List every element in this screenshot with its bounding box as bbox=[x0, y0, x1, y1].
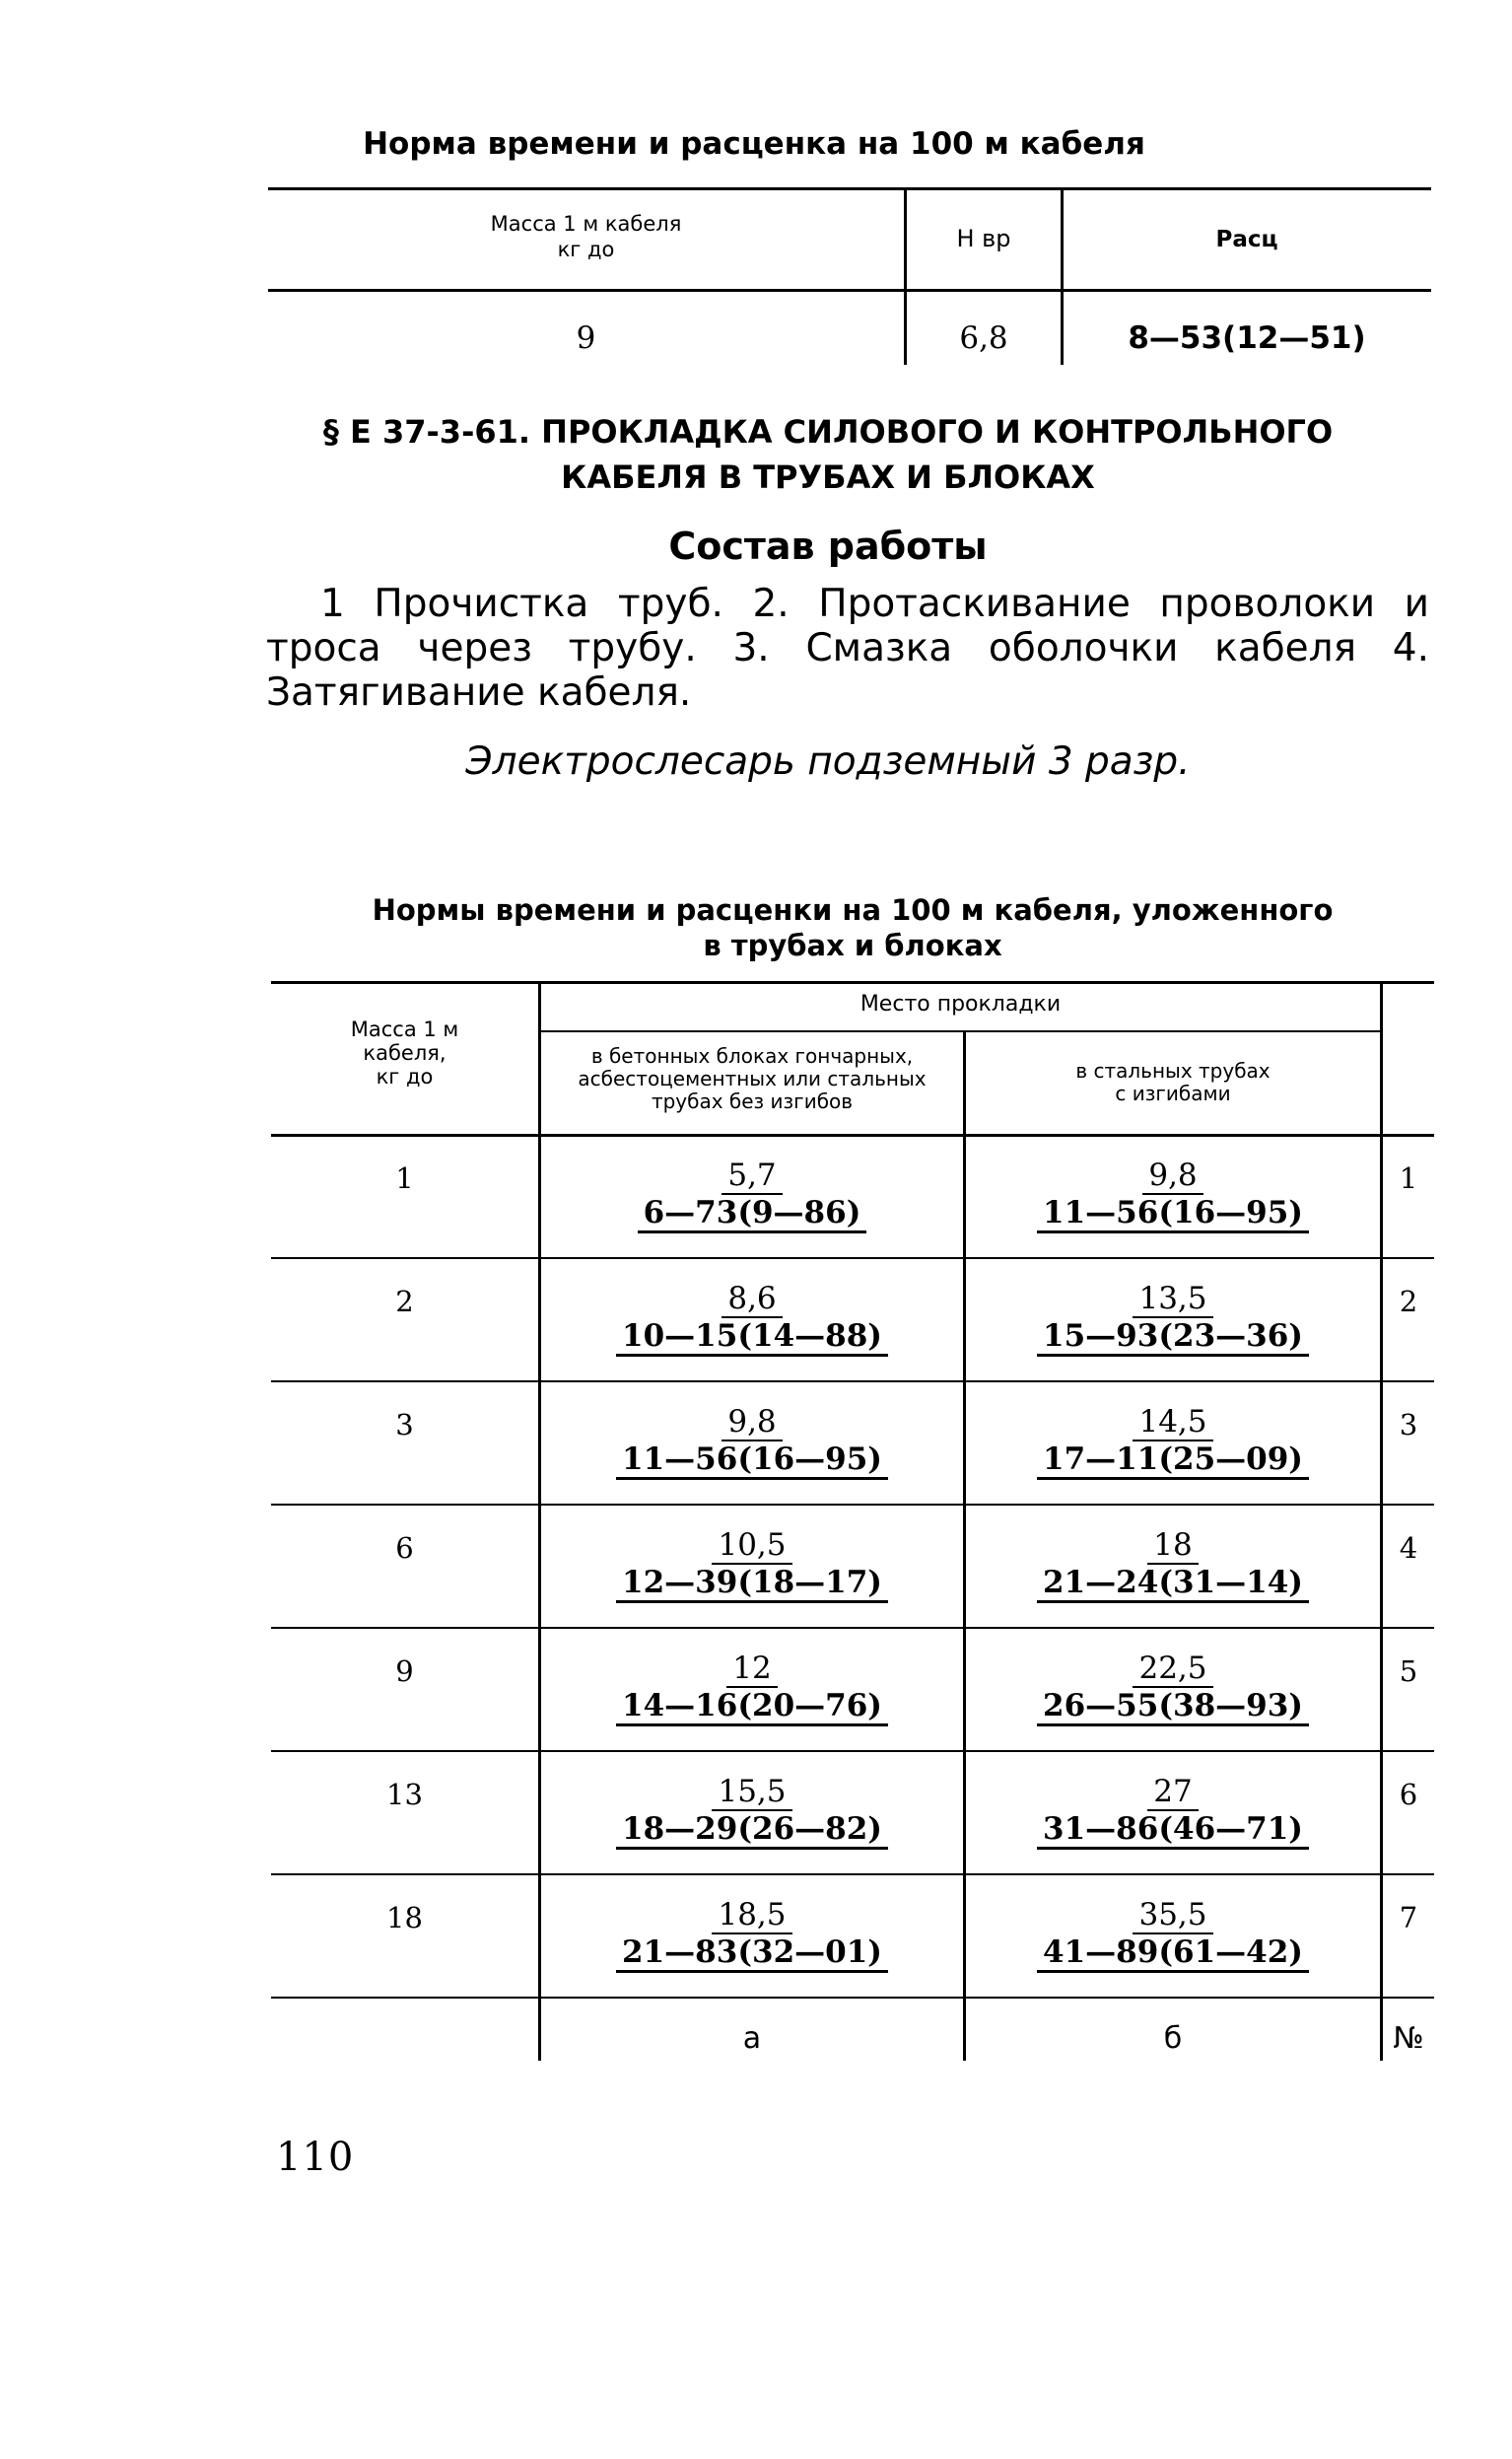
row-col-a-time: 10,5 bbox=[712, 1528, 791, 1565]
row-col-b-time: 27 bbox=[1147, 1775, 1198, 1811]
row-col-a-rate: 18—29(26—82) bbox=[616, 1811, 888, 1850]
row-number: 1 bbox=[1399, 1161, 1418, 1195]
table2-subheader-rule bbox=[540, 1030, 1380, 1032]
table2-header-mass-line2: кабеля, bbox=[363, 1041, 447, 1065]
row-col-b-fraction bbox=[966, 1405, 1380, 1480]
row-mass: 1 bbox=[395, 1161, 414, 1195]
table1-header-mass-line1: Масса 1 м кабеля bbox=[490, 212, 682, 236]
row-col-a-time: 18,5 bbox=[712, 1898, 791, 1934]
row-col-a-time: 8,6 bbox=[722, 1282, 782, 1318]
table1-header-rate: Расц bbox=[1215, 227, 1278, 252]
row-col-b-time: 18 bbox=[1147, 1528, 1198, 1565]
row-col-a-fraction bbox=[541, 1405, 963, 1480]
row-col-a-time: 5,7 bbox=[722, 1159, 782, 1195]
table2-header-rule bbox=[271, 1134, 1434, 1137]
table2-footer-no: № bbox=[1393, 2021, 1424, 2056]
row-col-a-rate: 12—39(18—17) bbox=[616, 1565, 888, 1603]
table2-header-col-b-line1: в стальных трубах bbox=[1075, 1059, 1271, 1083]
row-col-a-time: 9,8 bbox=[722, 1405, 782, 1441]
row-col-b-fraction bbox=[966, 1775, 1380, 1850]
table2-header-col-b bbox=[966, 1060, 1380, 1105]
table2-row-rule bbox=[271, 1380, 1434, 1382]
row-col-a-rate: 21—83(32—01) bbox=[616, 1934, 888, 1973]
row-col-a-fraction bbox=[541, 1159, 963, 1233]
table2-top-rule bbox=[271, 981, 1434, 984]
table2-header-mass-line1: Масса 1 м bbox=[350, 1018, 459, 1041]
table1-header-nvr: Н вр bbox=[956, 225, 1011, 252]
row-col-b-rate: 26—55(38—93) bbox=[1037, 1688, 1309, 1726]
table2-caption-line1: Нормы времени и расценки на 100 м кабеля, уложенного bbox=[372, 893, 1334, 927]
row-col-b-time: 22,5 bbox=[1133, 1651, 1212, 1688]
table1-nvr-value: 6,8 bbox=[959, 320, 1008, 356]
row-col-a-time: 12 bbox=[726, 1651, 777, 1688]
row-col-b-rate: 17—11(25—09) bbox=[1037, 1441, 1309, 1480]
table1-header-mass-line2: кг до bbox=[557, 238, 615, 261]
row-mass: 9 bbox=[395, 1654, 414, 1688]
table2-header-mass-line3: кг до bbox=[376, 1065, 434, 1089]
row-col-b-fraction bbox=[966, 1651, 1380, 1726]
table2-header-col-a bbox=[541, 1045, 963, 1113]
row-number: 3 bbox=[1399, 1408, 1418, 1441]
row-mass: 3 bbox=[395, 1408, 414, 1441]
section-title-line2: КАБЕЛЯ В ТРУБАХ И БЛОКАХ bbox=[561, 458, 1095, 496]
row-col-b-rate: 31—86(46—71) bbox=[1037, 1811, 1309, 1850]
row-number: 2 bbox=[1399, 1285, 1418, 1318]
table2-header-col-a-line1: в бетонных блоках гончарных, bbox=[590, 1044, 914, 1068]
table2-header-place: Место прокладки bbox=[859, 992, 1062, 1017]
table1-header-mass bbox=[268, 211, 904, 262]
row-col-a-rate: 10—15(14—88) bbox=[616, 1318, 888, 1357]
row-col-a-fraction bbox=[541, 1528, 963, 1603]
row-col-b-fraction bbox=[966, 1159, 1380, 1233]
table2-header-mass bbox=[271, 1018, 538, 1089]
page-number: 110 bbox=[276, 2135, 355, 2180]
table1-header-rule bbox=[268, 289, 1431, 292]
table1-rate-value: 8—53(12—51) bbox=[1128, 320, 1366, 356]
work-description: 1 Прочистка труб. 2. Протаскивание проволоки и троса через трубу. 3. Смазка оболочки кабеля 4. Затягивание кабеля. bbox=[266, 582, 1429, 715]
row-number: 6 bbox=[1399, 1778, 1418, 1811]
table2-header-col-b-line2: с изгибами bbox=[1115, 1082, 1231, 1105]
work-heading: Состав работы bbox=[668, 525, 988, 568]
row-col-a-fraction bbox=[541, 1651, 963, 1726]
row-number: 5 bbox=[1399, 1654, 1418, 1688]
row-col-b-rate: 21—24(31—14) bbox=[1037, 1565, 1309, 1603]
row-number: 4 bbox=[1399, 1531, 1418, 1565]
table2-divider-no bbox=[1380, 981, 1383, 2061]
row-col-a-fraction bbox=[541, 1898, 963, 1973]
table2-header-col-a-line2: асбестоцементных или стальных bbox=[578, 1067, 927, 1090]
row-col-b-time: 14,5 bbox=[1133, 1405, 1212, 1441]
row-mass: 18 bbox=[386, 1901, 423, 1934]
row-col-b-rate: 41—89(61—42) bbox=[1037, 1934, 1309, 1973]
row-col-a-rate: 14—16(20—76) bbox=[616, 1688, 888, 1726]
row-mass: 13 bbox=[386, 1778, 423, 1811]
table2-row-rule bbox=[271, 1627, 1434, 1629]
row-mass: 6 bbox=[395, 1531, 414, 1565]
section-title bbox=[266, 409, 1390, 500]
row-col-b-time: 35,5 bbox=[1133, 1898, 1212, 1934]
table2-footer-a: а bbox=[742, 2021, 762, 2056]
row-col-b-rate: 11—56(16—95) bbox=[1037, 1195, 1309, 1233]
row-col-b-time: 13,5 bbox=[1133, 1282, 1212, 1318]
row-col-a-fraction bbox=[541, 1775, 963, 1850]
table2-header-col-a-line3: трубах без изгибов bbox=[651, 1089, 854, 1113]
table2-row-rule bbox=[271, 1873, 1434, 1875]
row-col-a-fraction bbox=[541, 1282, 963, 1357]
row-col-a-rate: 11—56(16—95) bbox=[616, 1441, 888, 1480]
section-title-line1: § Е 37-3-61. ПРОКЛАДКА СИЛОВОГО И КОНТРОЛЬНОГО bbox=[322, 413, 1334, 451]
worker-category: Электрослесарь подземный 3 разр. bbox=[465, 739, 1191, 784]
norm-caption: Норма времени и расценка на 100 м кабеля bbox=[363, 126, 1145, 162]
row-col-a-rate: 6—73(9—86) bbox=[638, 1195, 867, 1233]
row-col-b-fraction bbox=[966, 1898, 1380, 1973]
table2-row-rule bbox=[271, 1257, 1434, 1259]
table1-mass-value: 9 bbox=[576, 320, 596, 356]
table2-row-rule bbox=[271, 1997, 1434, 1999]
table2-footer-b: б bbox=[1163, 2021, 1183, 2056]
row-col-b-fraction bbox=[966, 1282, 1380, 1357]
row-col-b-rate: 15—93(23—36) bbox=[1037, 1318, 1309, 1357]
table2-caption bbox=[266, 892, 1439, 963]
row-col-b-fraction bbox=[966, 1528, 1380, 1603]
row-number: 7 bbox=[1399, 1901, 1418, 1934]
table2-row-rule bbox=[271, 1504, 1434, 1506]
row-col-a-time: 15,5 bbox=[712, 1775, 791, 1811]
table1-top-rule bbox=[268, 187, 1431, 190]
row-mass: 2 bbox=[395, 1285, 414, 1318]
table2-row-rule bbox=[271, 1750, 1434, 1752]
table2-caption-line2: в трубах и блоках bbox=[703, 929, 1002, 962]
row-col-b-time: 9,8 bbox=[1142, 1159, 1203, 1195]
